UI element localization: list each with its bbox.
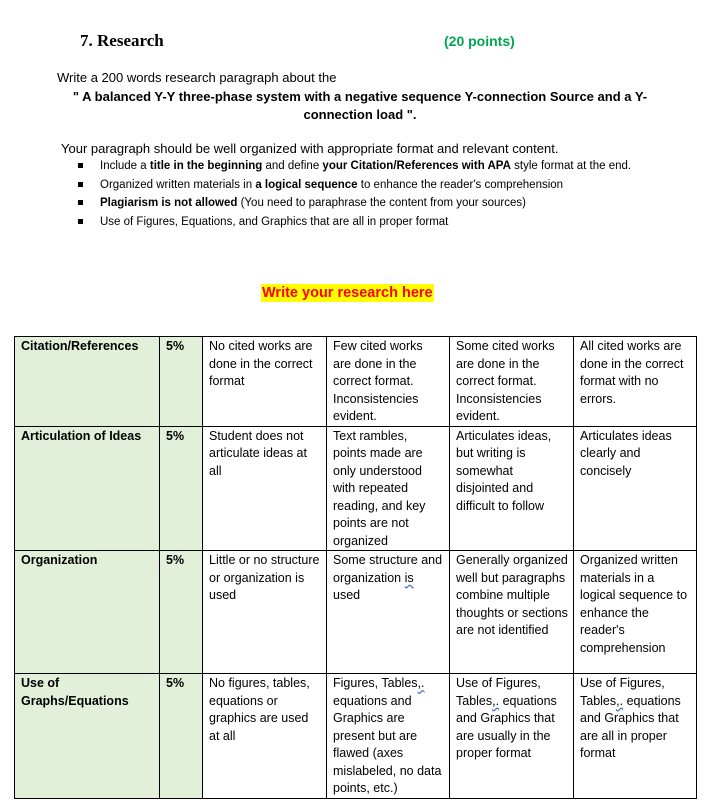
requirement-item: Plagiarism is not allowed (You need to paraphrase the content from your sources)	[78, 194, 638, 213]
criterion-cell: Articulation of Ideas	[15, 426, 160, 551]
bullet-icon	[78, 182, 83, 187]
requirement-item: Use of Figures, Equations, and Graphics that are all in proper format	[78, 213, 638, 232]
weight-cell: 5%	[160, 337, 203, 427]
spellcheck-flag: is	[404, 570, 414, 585]
table-row	[15, 551, 697, 674]
level-cell: Little or no structure or organization is used	[203, 551, 327, 674]
section-heading: 7. Research	[80, 31, 164, 50]
table-row	[15, 674, 697, 799]
write-here-label: Write your research here	[262, 285, 433, 301]
level-cell: Student does not articulate ideas at all	[203, 426, 327, 551]
weight-cell: 5%	[160, 551, 203, 674]
level-cell: Use of Figures, Tables,. equations and Graphics that are usually in the proper format	[450, 674, 574, 799]
level-cell: Some structure and organization is used	[327, 551, 450, 674]
criterion-cell: Citation/References	[15, 337, 160, 427]
level-cell: All cited works are done in the correct format with no errors.	[574, 337, 697, 427]
spellcheck-flag: ,.	[417, 676, 425, 690]
bullet-icon	[78, 219, 83, 224]
level-cell: Organized written materials in a logical sequence to enhance the reader's comprehension	[574, 551, 697, 674]
level-cell: Some cited works are done in the correct format. Inconsistencies evident.	[450, 337, 574, 427]
level-cell: Text rambles, points made are only understood with repeated reading, and key points are not organized	[327, 426, 450, 551]
level-cell: Articulates ideas, but writing is somewhat disjointed and difficult to follow	[450, 426, 574, 551]
spellcheck-flag: ,.	[616, 693, 624, 708]
level-cell: Few cited works are done in the correct format. Inconsistencies evident.	[327, 337, 450, 427]
level-cell: Generally organized well but paragraphs combine multiple thoughts or sections are not identified	[450, 551, 574, 674]
weight-cell: 5%	[160, 426, 203, 551]
level-cell: No figures, tables, equations or graphics are used at all	[203, 674, 327, 799]
research-topic-line2: connection load ".	[303, 107, 417, 122]
instructions-lead: Your paragraph should be well organized with appropriate format and relevant content.	[61, 141, 559, 156]
requirements-list	[78, 157, 638, 231]
level-cell: Figures, Tables,. equations and Graphics are present but are flawed (axes mislabeled, no data points, etc.)	[327, 674, 450, 799]
research-topic	[60, 88, 660, 124]
table-row	[15, 337, 697, 427]
bullet-icon	[78, 163, 83, 168]
level-cell: Use of Figures, Tables,. equations and Graphics that are all in proper format	[574, 674, 697, 799]
bullet-icon	[78, 200, 83, 205]
research-topic-line1: " A balanced Y-Y three-phase system with a negative sequence Y-connection Source and a Y-	[72, 89, 648, 104]
spellcheck-flag: ,.	[492, 693, 500, 708]
level-cell: Articulates ideas clearly and concisely	[574, 426, 697, 551]
requirement-item: Organized written materials in a logical sequence to enhance the reader's comprehension	[78, 176, 638, 195]
criterion-cell: Use of Graphs/Equations	[15, 674, 160, 799]
level-cell: No cited works are done in the correct format	[203, 337, 327, 427]
requirement-item: Include a title in the beginning and define your Citation/References with APA style format at the end.	[78, 157, 638, 176]
weight-cell: 5%	[160, 674, 203, 799]
criterion-cell: Organization	[15, 551, 160, 674]
section-points: (20 points)	[444, 33, 515, 49]
prompt-intro: Write a 200 words research paragraph about the	[57, 70, 337, 85]
rubric-table	[14, 336, 697, 799]
table-row	[15, 426, 697, 551]
